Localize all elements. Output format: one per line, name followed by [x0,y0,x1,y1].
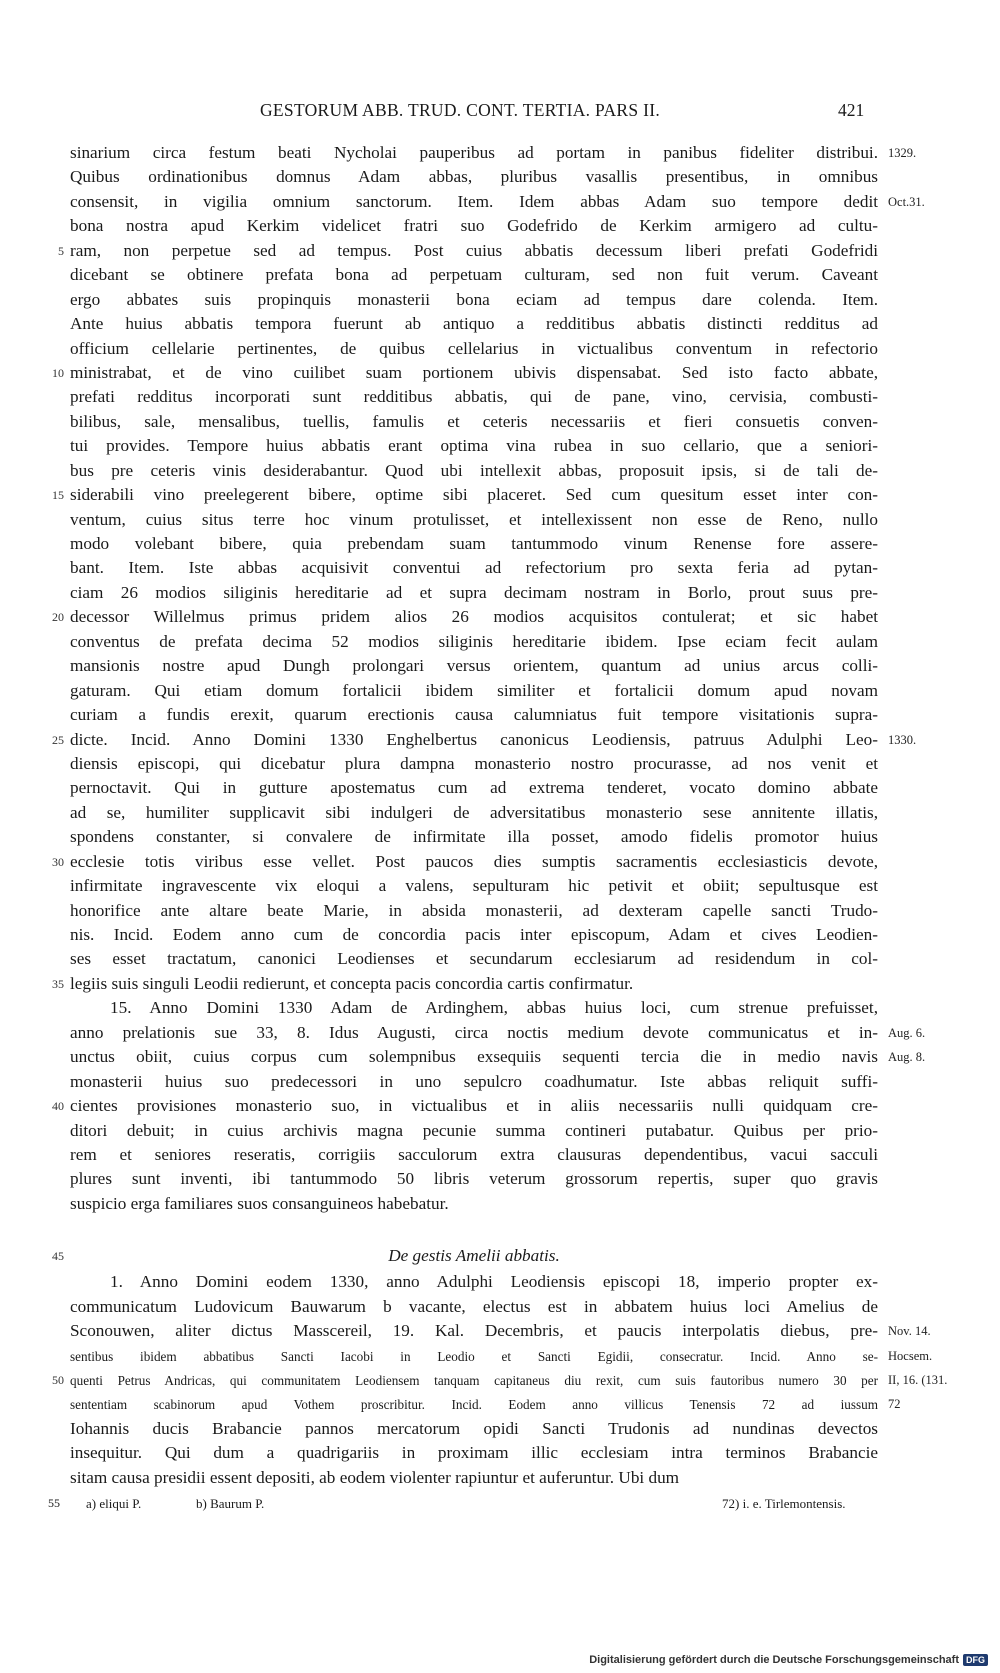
line-text: decessor Willelmus primus pridem alios 26 modios acquisitos contulerat; et sic habet [70,607,878,627]
line-number: 40 [52,1099,64,1114]
text-line [52,361,878,385]
text-line [70,434,878,458]
text-line [70,679,878,703]
line-text: Sconouwen, aliter dictus Masscereil, 19. Kal. Decembris, et paucis interpolatis diebus, pre- [70,1321,878,1341]
line-number: 30 [52,854,64,869]
text-line [70,776,878,800]
text-line [52,728,917,752]
text-line [52,850,878,874]
line-text: tui provides. Tempore huius abbatis erant optima vina rubea in suo cellario, que a seniori- [70,436,878,456]
line-text: ventum, cuius situs terre hoc vinum protulisset, et intellexissent non esse de Reno, nullo [70,509,878,529]
line-text: ad se, humiliter supplicavit sibi indulgeri de adversitatibus monasterio sese annitente illatis, [70,802,878,822]
line-text: gaturam. Qui etiam domum fortalicii ibidem similiter et fortalicii domum apud novam [70,680,878,700]
text-line [70,1143,878,1167]
line-text: unctus obiit, cuius corpus cum solempnibus exsequiis sequenti tercia die in medio navis [70,1047,878,1067]
text-line [52,1236,878,1270]
line-number: 50 [52,1373,64,1387]
dfg-credit-text: Digitalisierung gefördert durch die Deutsche Forschungsgemeinschaft [589,1654,959,1666]
text-line [70,1344,933,1368]
text-line [70,1295,878,1319]
running-head-title: GESTORUM ABB. TRUD. CONT. TERTIA. PARS II. [259,100,660,120]
line-text: dicebant se obtinere prefata bona ad perpetuam culturam, sed non fuit verum. Caveant [70,265,878,285]
line-text: sinarium circa festum beati Nycholai pauperibus ad portam in panibus fideliter distribui. [70,143,878,162]
line-number: 10 [52,365,64,380]
text-line [70,214,878,238]
running-header [0,100,1000,126]
footnotes [40,1496,878,1518]
text-line [70,410,878,434]
text-line [70,1417,878,1441]
text-line [70,1319,931,1343]
text-line [70,337,878,361]
line-text: conventus de prefata decima 52 modios siliginis hereditarie ibidem. Ipse eciam fecit aulam [70,631,878,651]
text-line [70,874,878,898]
line-text: Quibus ordinationibus domnus Adam abbas, pluribus vasallis presentibus, in omnibus [70,167,878,187]
text-line [70,801,878,825]
line-text: pernoctavit. Qui in gutture apostematus cum ad extrema tenderet, vocato domino abbate [70,778,878,798]
text-line [70,385,878,409]
margin-note: 72 [888,1397,901,1412]
text-line [70,947,878,971]
line-text: sententiam scabinorum apud Vothem proscribitur. Incid. Eodem anno villicus Tenensis 72 ad iussum [70,1397,878,1413]
margin-note: 1330. [888,732,917,747]
margin-note: II, 16. (131. [888,1373,948,1387]
line-text: ciam 26 modios siliginis hereditarie ad et supra decimam nostram in Borlo, prout suus pre- [70,582,878,602]
line-text: spondens constanter, si convalere de infirmitate illa posset, amodo fidelis promotor huius [70,827,878,847]
footnote-line-number: 55 [48,1496,60,1510]
text-line [70,288,878,312]
margin-note: 1329. [888,146,917,160]
line-text: monasterii huius suo predecessori in uno sepulcro coadhumatur. Iste abbas reliquit suffi- [70,1071,878,1091]
line-text: mansionis nostre apud Dungh prolongari versus orientem, quantum ad unius arcus colli- [70,656,878,676]
text-line [70,141,917,165]
text-line [52,605,878,629]
line-text: bona nostra apud Kerkim videlicet fratri suo Godefrido de Kerkim armigero ad cultu- [70,216,878,236]
line-text: ditori debuit; in cuius archivis magna pecunie summa contineri putabatur. Quibus per prio- [70,1120,878,1140]
text-line [70,1070,878,1094]
text-line [58,239,878,263]
line-number: 45 [52,1249,64,1264]
text-line [70,459,878,483]
text-line [70,1441,878,1465]
text-line [70,825,878,849]
line-text: De gestis Amelii abbatis. [388,1246,560,1266]
line-text: ministrabat, et de vino cuilibet suam portionem ubivis dispensabat. Sed isto facto abbate, [70,362,878,382]
line-number: 25 [52,732,64,747]
text-line [52,972,878,996]
text-line [70,630,878,654]
text-line [52,1368,948,1392]
line-text: rem et seniores reseratis, corrigiis sacculorum extra clausuras dependentibus, vacui sacculi [70,1144,878,1164]
line-text: legiis suis singuli Leodii redierunt, et concepta pacis concordia cartis confirmatur. [70,973,634,993]
line-text: cientes provisiones monasterio suo, in victualibus et in aliis necessariis nulli quidquam cre- [70,1096,878,1116]
line-text: bilibus, sale, mensalibus, tuellis, famulis et ceteris necessariis et fieri consuetis conven- [70,411,878,431]
text-line [70,752,878,776]
line-number: 15 [52,488,64,503]
line-text: curiam a fundis erexit, quarum erectionis causa calumniatus fuit tempore visitationis supra- [70,705,878,725]
text-line [70,1021,926,1045]
line-text: anno prelationis sue 33, 8. Idus Augusti, circa noctis medium devote communicatus et in- [70,1022,878,1042]
line-text: diensis episcopi, qui dicebatur plura dampna monasterio nostro procurasse, ad nos venit et [70,753,878,773]
text-line [70,923,878,947]
line-number: 5 [58,243,64,258]
text-line [70,1045,926,1069]
footnote-72: 72) i. e. Tirlemontensis. [722,1496,846,1511]
line-text: honorifice ante altare beate Marie, in absida monasterii, ad dexteram capelle sancti Trudo- [70,900,878,920]
text-line [70,263,878,287]
line-text: Ante huius abbatis tempora fuerunt ab antiquo a redditibus abbatis distincti redditus ad [70,314,878,334]
line-text: insequitur. Qui dum a quadrigariis in proximam illic ecclesiam intra terminos Brabancie [70,1443,878,1463]
text-line [70,508,878,532]
footnote-b: b) Baurum P. [196,1496,265,1511]
line-text: ram, non perpetue sed ad tempus. Post cuius abbatis decessum liberi prefati Godefridi [70,240,878,260]
text-line [70,1192,878,1216]
line-text: 1. Anno Domini eodem 1330, anno Adulphi Leodiensis episcopi 18, imperio propter ex- [110,1272,878,1292]
text-line [70,1466,878,1490]
text-line [70,190,925,214]
line-text: plures sunt inventi, ibi tantummodo 50 libris veterum grossorum repertis, super quo gravis [70,1169,878,1189]
line-text: siderabili vino preelegerent bibere, optime sibi placeret. Sed cum quesitum esset inter con- [70,485,878,505]
page-number: 421 [838,100,865,120]
line-text: dicte. Incid. Anno Domini 1330 Enghelbertus canonicus Leodiensis, patruus Adulphi Leo- [70,729,878,749]
dfg-credit-footer [589,1652,988,1668]
line-text: Iohannis ducis Brabancie pannos mercatorum opidi Sancti Trudonis ad nundinas devectos [70,1418,878,1438]
line-text: prefati redditus incorporati sunt redditibus abbatis, qui de pane, vino, cervisia, combusti- [70,387,878,407]
line-text: sitam causa presidii essent depositi, ab eodem violenter rapiuntur et auferuntur. Ubi dum [70,1467,680,1487]
line-text: infirmitate ingravescente vix eloqui a valens, sepulturam hic petivit et obiit; sepultusque est [70,876,878,896]
line-text: ses esset tractatum, canonici Leodienses et secundarum ecclesiarum ad residendum in col- [70,949,878,969]
line-text: ergo abbates suis propinquis monasterii bona eciam ad tempus dare colenda. Item. [70,289,878,309]
text-line [70,1167,878,1191]
margin-note: Hocsem. [888,1348,933,1363]
line-text: quenti Petrus Andricas, qui communitatem Leodiensem tanquam capitaneus diu rexit, cum suis fautoribus numero 30 per [70,1373,878,1388]
dfg-logo: DFG [963,1654,988,1666]
text-line [70,1270,878,1294]
text-line [70,996,878,1020]
text-line [70,532,878,556]
line-text: consensit, in vigilia omnium sanctorum. Item. Idem abbas Adam suo tempore dedit [70,191,878,211]
line-text: communicatum Ludovicum Bauwarum b vacante, electus est in abbatem huius loci Amelius de [70,1296,878,1316]
text-line [70,312,878,336]
line-text: bant. Item. Iste abbas acquisivit conventui ad refectorium pro sexta feria ad pytan- [70,558,878,578]
margin-note: Aug. 8. [888,1050,926,1065]
text-line [70,1119,878,1143]
text-line [70,654,878,678]
margin-note: Oct.31. [888,194,925,209]
main-text-block [52,141,948,1490]
line-text: suspicio erga familiares suos consanguineos habebatur. [70,1193,449,1213]
line-text: 15. Anno Domini 1330 Adam de Ardinghem, abbas huius loci, cum strenue prefuisset, [110,998,878,1018]
line-number: 20 [52,610,64,625]
line-text: nis. Incid. Eodem anno cum de concordia pacis inter episcopum, Adam et cives Leodien- [70,925,878,944]
text-line [70,556,878,580]
text-line [70,899,878,923]
text-line [52,483,878,507]
line-text: officium cellelarie pertinentes, de quibus cellelarius in victualibus conventum in refectorio [70,338,878,358]
text-line [70,581,878,605]
text-line [52,1094,878,1118]
line-text: modo volebant bibere, quia prebendam suam tantummodo vinum Renense fore assere- [70,534,878,553]
text-line [70,1392,901,1416]
margin-note: Nov. 14. [888,1324,931,1339]
margin-note: Aug. 6. [888,1025,926,1040]
line-text: sentibus ibidem abbatibus Sancti Iacobi in Leodio et Sancti Egidii, consecratur. Incid. Anno se- [70,1348,878,1364]
line-number: 35 [52,976,64,991]
section-spacer [70,1216,878,1236]
line-text: bus pre ceteris vinis desiderabantur. Quod ubi intellexit abbas, proposuit ipsis, si de tali de- [70,460,878,480]
footnote-a: a) eliqui P. [86,1496,142,1511]
text-line [70,703,878,727]
text-line [70,165,878,189]
line-text: ecclesie totis viribus esse vellet. Post paucos dies sumptis sacramentis ecclesiasticis devote, [70,851,878,871]
